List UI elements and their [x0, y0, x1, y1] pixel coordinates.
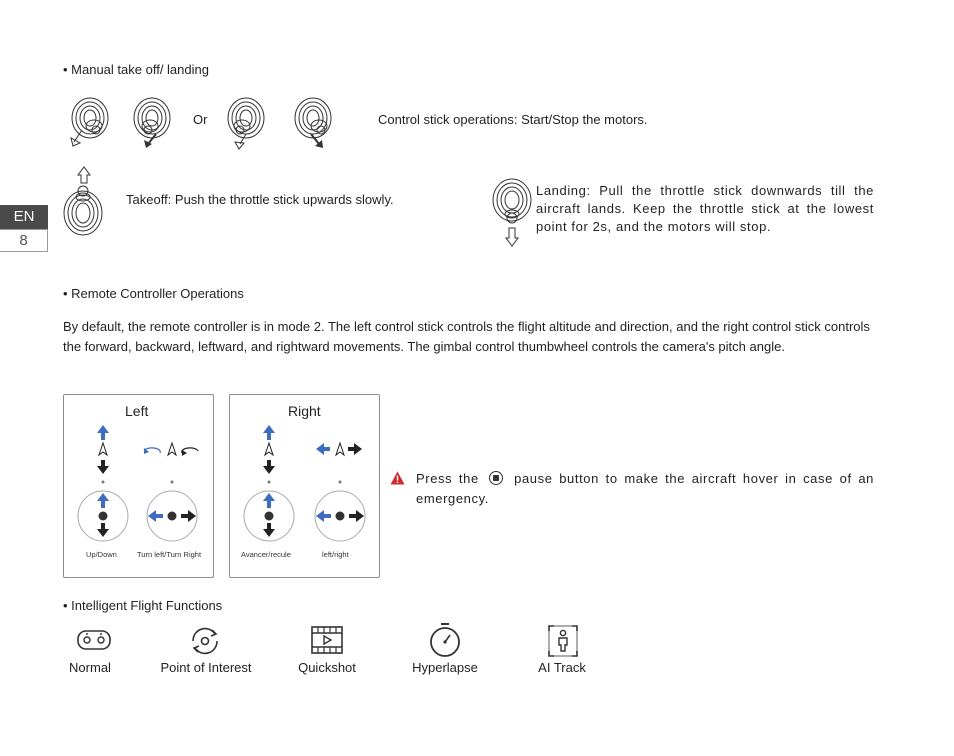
ifn-label-point-of-interest: Point of Interest	[160, 660, 252, 675]
language-badge: EN	[0, 205, 48, 229]
takeoff-stick-diagram	[62, 163, 106, 237]
left-panel-title: Left	[125, 403, 149, 419]
ifn-label-quickshot: Quickshot	[298, 660, 356, 675]
left-caption-turn: Turn left/Turn Right	[137, 550, 202, 559]
stick-diagram-2	[130, 96, 180, 150]
warning-text-end: pause button to make the aircraft hover in case of an emergency.	[416, 471, 874, 506]
rc-paragraph: By default, the remote controller is in mode 2. The left control stick controls the flight altitude and direction, and the right control stick controls the forward, backward, leftward, and rightward movements. The gimbal control thumbwheel controls the camera's pitch angle.	[63, 319, 870, 354]
warning-icon	[390, 471, 405, 485]
rc-heading: • Remote Controller Operations	[63, 286, 244, 301]
pause-button-icon	[489, 471, 503, 485]
ai-track-icon	[547, 624, 579, 658]
control-stick-ops-text: Control stick operations: Start/Stop the motors.	[378, 112, 648, 127]
landing-stick-diagram	[491, 178, 535, 250]
right-caption-forward-back: Avancer/recule	[241, 550, 291, 559]
right-panel-title: Right	[288, 403, 321, 419]
landing-text: Landing: Pull the throttle stick downwards till the aircraft lands. Keep the throttle stick at the lowest point for 2s, and the motors will stop.	[536, 183, 874, 234]
manual-heading: • Manual take off/ landing	[63, 62, 209, 77]
right-caption-left-right: left/right	[322, 550, 349, 559]
or-label: Or	[193, 112, 208, 127]
quickshot-icon	[310, 625, 344, 655]
right-stick-panel	[229, 394, 380, 578]
takeoff-text: Takeoff: Push the throttle stick upwards slowly.	[126, 192, 394, 207]
ifn-label-ai-track: AI Track	[538, 660, 586, 675]
left-stick-panel	[63, 394, 214, 578]
warning-text-start: Press the	[416, 471, 479, 486]
ifn-label-hyperlapse: Hyperlapse	[412, 660, 478, 675]
hyperlapse-icon	[428, 622, 462, 658]
ifn-heading: • Intelligent Flight Functions	[63, 598, 223, 613]
left-caption-up-down: Up/Down	[86, 550, 117, 559]
warning-text	[416, 469, 874, 509]
stick-diagram-4	[291, 96, 341, 150]
ifn-label-normal: Normal	[69, 660, 111, 675]
stick-diagram-3	[224, 96, 274, 150]
stick-diagram-1	[68, 96, 118, 150]
point-of-interest-icon	[188, 624, 222, 658]
page-number: 8	[0, 229, 48, 252]
normal-mode-icon	[77, 627, 111, 653]
